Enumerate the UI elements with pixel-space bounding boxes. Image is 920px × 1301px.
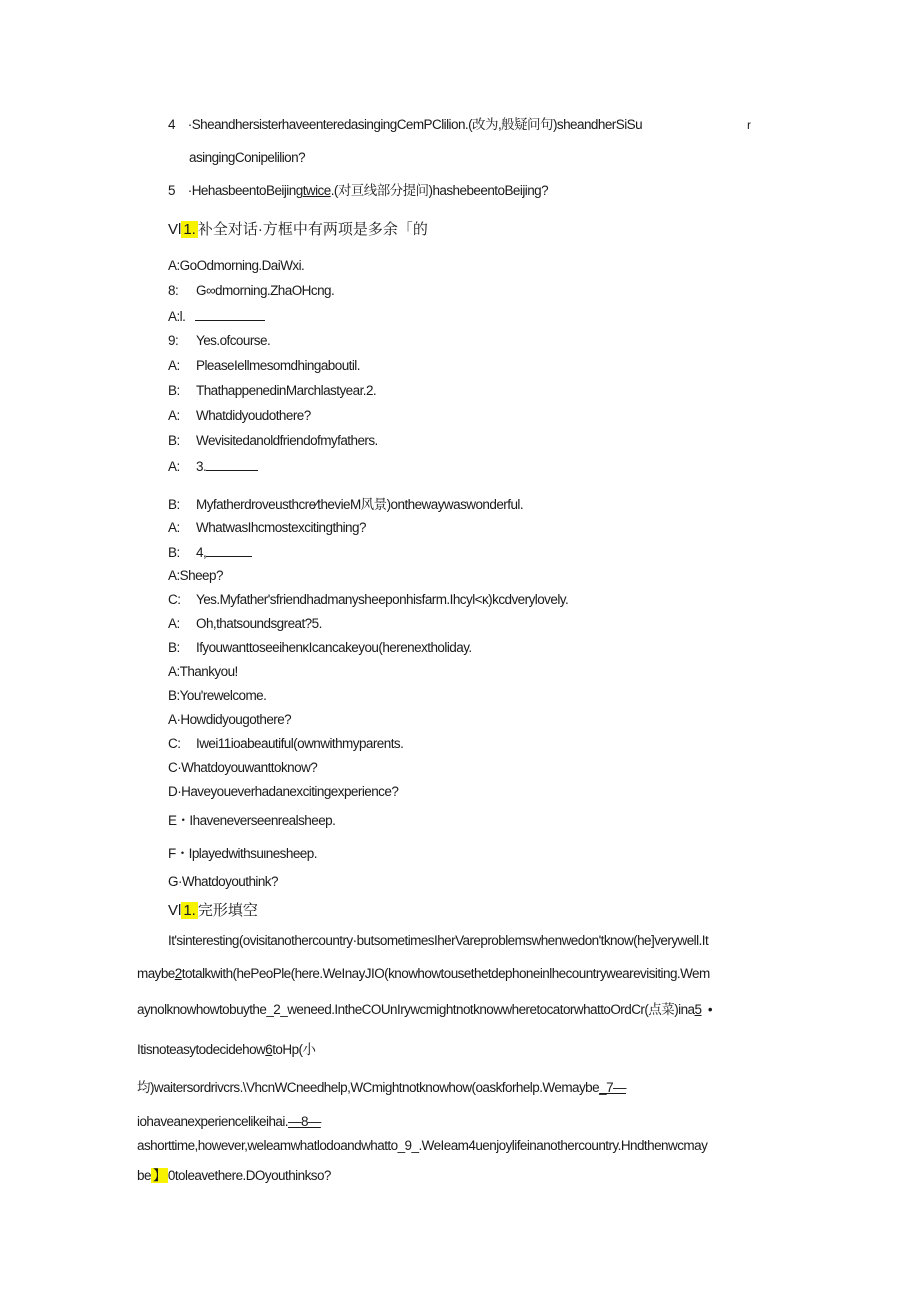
option-g: G·Whatdoyouthink? [168,874,278,889]
underlined-word: twice [302,183,331,198]
speaker-label: A: [168,520,180,535]
rewrite-item-4-continued: asingingConipelilion? [189,150,306,165]
blank-number: —8— [288,1114,321,1129]
dialogue-line [168,407,311,425]
option-c: C·Whatdoyouwanttoknow? [168,760,318,775]
option-e: E・Ihaveneverseenrealsheep. [168,813,336,828]
cloze-line [137,1041,315,1059]
bullet: • [707,1002,713,1017]
option-a: A·Howdidyougothere? [168,712,292,727]
dialogue-line [168,457,258,476]
speaker-label: 8: [168,283,179,298]
line-text: Yes.Myfather'sfriendhadmanysheeponhisfarm.Ihcyl<κ)kcdverylovely. [196,592,569,607]
dialogue-line [168,543,252,562]
line-text: Whatdidyoudothere? [196,408,311,423]
line-text: Itisnoteasytodecidehow [137,1042,266,1057]
item-number: 4 [168,117,175,132]
speaker-label: A: [168,459,180,474]
dialogue-line [168,307,265,326]
rewrite-item-5 [168,182,548,200]
highlighted-blank: 】 [152,1168,166,1183]
line-text: 均)waitersordrivcrs.\VhcnWCneedhelp,WCmightnotknowhow(oaskforhelp.Wemaybe [137,1080,600,1095]
line-text: 0toleavethere.DOyouthinkso? [167,1168,331,1183]
line-text: ThathappenedinMarchlastyear.2. [196,383,377,398]
blank-number: 6 [265,1042,273,1057]
speaker-label: B: [168,433,180,448]
speaker-label: A: [168,358,180,373]
dialogue-line: A:GoOdmorning.DaiWxi. [168,258,305,273]
answer-blank [206,457,258,471]
line-text: G∞dmorning.ZhaOHcng. [196,283,335,298]
sentence-text: ·Hehasbeento [187,183,266,198]
sentence-text: ·Sheandhersisterhaveenteredasinging [187,117,397,132]
option-f: F・Iplayedwithsuιnesheep. [168,846,317,861]
line-text: maybe [137,966,175,981]
dialogue-line: A:Sheep? [168,568,223,583]
speaker-label: 9: [168,333,179,348]
speaker-label: B: [168,497,180,512]
dialogue-line [168,519,366,537]
line-text: aynolknowhowtobuythe_2_weneed.IntheCOUnIrywcmightnotknowwheretocatorwhattoOrdCr(点菜)ina [137,1002,695,1017]
section-prefix: Vl [168,221,182,238]
dialogue-line [168,332,270,350]
option-b [168,735,403,753]
dialogue-line [168,282,334,300]
line-text: WhatwasIhcmostexcitingthing? [196,520,366,535]
cloze-line [137,1079,626,1097]
dialogue-line [168,639,472,657]
option-d: D·Haveyoueverhadanexcitingexperience? [168,784,399,799]
highlighted-number: 1. [183,221,196,238]
section-heading-dialogue [168,221,428,239]
speaker-label: B: [168,383,180,398]
line-text: PleaseIellmesomdhingaboutil. [196,358,360,373]
item-number: 5 [168,183,175,198]
cloze-line [137,1167,331,1185]
section-title: 补全对话·方框中有两项是多余「的 [197,221,428,238]
cloze-line: ashorttime,however,weleamwhatlodoandwhatto_9_.WeIeam4uenjoylifeinanothercountry.Hndthenwcmay [137,1138,708,1153]
speaker-label: A: [168,408,180,423]
sentence-text: .(对亘线部分提问)hashebeentoBeijing? [330,183,549,198]
dialogue-line [168,432,378,450]
section-title: 完形填空 [197,902,258,919]
speaker-label: B: [168,545,180,560]
dialogue-line [168,357,360,375]
dialogue-line: A:Thankyou! [168,664,238,679]
dialogue-line [168,382,376,400]
dialogue-line [168,591,568,609]
line-text: 4, [196,545,207,560]
line-text: iohaveanexperiencelikeihai. [137,1114,289,1129]
option-text: Iwei11ioabeautiful(ownwithmyparents. [196,736,404,751]
line-text: Oh,thatsoundsgreat?5. [196,616,322,631]
line-text: Wevisitedanoldfriendofmyfathers. [196,433,378,448]
blank-number: 2 [174,966,182,981]
rewrite-item-4 [168,116,642,134]
section-heading-cloze [168,902,258,920]
line-text: 3. [196,459,207,474]
line-text: be [137,1168,151,1183]
cloze-line [137,1113,321,1131]
dialogue-line [168,615,322,633]
line-text: IfyouwanttoseeihenκIcancakeyou(herenextholiday. [196,640,472,655]
speaker-label: A: [168,616,180,631]
cloze-line [137,965,710,983]
blank-number: _7— [599,1080,626,1095]
answer-blank [195,307,265,321]
sentence-text: Beijing [266,183,303,198]
dialogue-line [168,496,523,514]
line-text: totalkwith(hePeoPle(here.WeInayJIO(knowhowtousethetdephoneinlhecountrywearevisiting.Wem [181,966,710,981]
option-label: C: [168,736,181,751]
answer-blank [206,543,252,557]
line-text: A:l. [168,309,186,324]
line-text: Myfatherdroveusthcre⁄thevieM风景)onthewaywaswonderful. [196,497,524,512]
dialogue-line: B:You'rewelcome. [168,688,267,703]
speaker-label: C: [168,592,181,607]
line-text: Yes.ofcourse. [196,333,271,348]
speaker-label: B: [168,640,180,655]
corner-mark: r [747,118,751,132]
blank-number: 5 [694,1002,702,1017]
section-prefix: Vl [168,902,182,919]
highlighted-number: 1. [183,902,196,919]
sentence-text: CemPClilion.(改为,般疑问句)sheandherSiSu [396,117,643,132]
line-text: toHp(小 [272,1042,316,1057]
cloze-line [137,1001,712,1019]
cloze-line: It'sinteresting(ovisitanothercountry·butsometimesIherVareproblemswhenwedon'tknow(he]verywell.It [168,933,709,948]
